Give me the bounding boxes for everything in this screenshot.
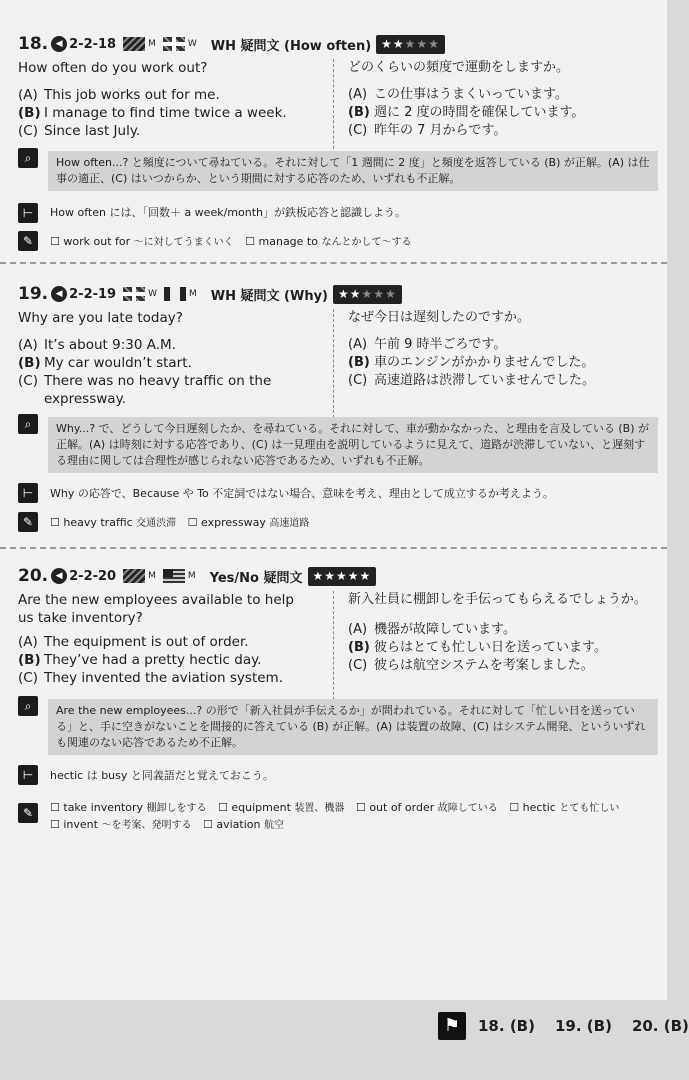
magnifier-icon: ⌕ <box>18 148 38 168</box>
tip-text: How often には、「回数＋ a week/month」が鉄板応答と認識しよう。 <box>50 206 406 219</box>
vocab-list <box>50 515 650 532</box>
option-a-jp: (A) 機器が故障しています。 <box>348 622 516 637</box>
vocab-item: ☐ heavy traffic 交通渋滞 <box>50 516 177 529</box>
question-text-jp: 新入社員に棚卸しを手伝ってもらえるでしょうか。 <box>348 592 647 607</box>
question-text: Are the new employees available to help us take inventory? <box>18 592 294 626</box>
speaker-gender: M <box>187 571 196 581</box>
vocab-item: ☐ out of order 故障している <box>355 801 498 814</box>
option-c: (C) They invented the aviation system. <box>18 670 283 686</box>
stars-empty: ★★★ <box>404 36 440 51</box>
option-b: (B) My car wouldn’t start. <box>18 355 192 371</box>
explanation-box: Are the new employees...? の形で「新入社員が手伝えるか」が問われている。それに対して「忙しい日を送っている」と、手に空きがないことを間接的に答えている (B) が正解。(A) は装置の故障、(C) はシステム開発、といういずれも関連のない応答であるため不正解。 <box>48 699 658 755</box>
us-flag-icon <box>163 569 185 583</box>
australia-flag-icon <box>123 569 145 583</box>
stars-empty: ★★★ <box>361 286 397 301</box>
australia-flag-icon <box>123 37 145 51</box>
section-divider <box>0 262 667 264</box>
vocab-list <box>50 800 650 834</box>
japanese-column <box>348 309 648 390</box>
difficulty-stars <box>333 285 402 304</box>
magnifier-icon: ⌕ <box>18 696 38 716</box>
japanese-column <box>348 591 648 675</box>
answer-key <box>438 1012 689 1040</box>
difficulty-stars <box>376 35 445 54</box>
english-column <box>18 59 318 140</box>
question-header <box>18 565 376 587</box>
vocab-item: ☐ expressway 高速道路 <box>187 516 310 529</box>
tip-text: Why の応答で、Because や To 不定詞ではない場合、意味を考え、理由として成立するか考えよう。 <box>50 487 554 500</box>
explanation-box: How often...? と頻度について尋ねている。それに対して「1 週間に 2 度」と頻度を返答している (B) が正解。(A) は仕事の適正、(C) はいつからか、という期間に対する応答のため、いずれも不正解。 <box>48 151 658 191</box>
option-b: (B) They’ve had a pretty hectic day. <box>18 652 262 668</box>
english-column <box>18 591 318 687</box>
option-c-jp: (C) 彼らは航空システムを考案しました。 <box>348 658 594 673</box>
option-c-jp: (C) 高速道路は渋滞していませんでした。 <box>348 373 596 388</box>
pencil-icon: ✎ <box>18 231 38 251</box>
option-a-jp: (A) 午前 9 時半ごろです。 <box>348 337 507 352</box>
vocab-item: ☐ hectic とても忙しい <box>509 801 620 814</box>
option-a: (A) It’s about 9:30 A.M. <box>18 337 176 353</box>
option-a: (A) This job works out for me. <box>18 87 220 103</box>
uk-flag-icon <box>163 37 185 51</box>
canada-flag-icon <box>164 287 186 301</box>
section-divider <box>0 547 667 549</box>
option-c: (C) Since last July. <box>18 123 141 139</box>
uk-flag-icon <box>123 287 145 301</box>
option-c-jp: (C) 昨年の 7 月からです。 <box>348 123 507 138</box>
pencil-icon: ✎ <box>18 512 38 532</box>
track-number: 2-2-20 <box>69 568 117 584</box>
column-divider <box>333 309 334 423</box>
option-a: (A) The equipment is out of order. <box>18 634 249 650</box>
question-number: 18. <box>18 34 49 54</box>
question-type: Yes/No 疑問文 <box>209 570 303 586</box>
audio-speaker-icon[interactable]: ◀ <box>51 568 67 584</box>
audio-speaker-icon[interactable]: ◀ <box>51 286 67 302</box>
speaker-gender: M <box>148 571 156 581</box>
audio-speaker-icon[interactable]: ◀ <box>51 36 67 52</box>
question-number: 20. <box>18 566 49 586</box>
option-b: (B) I manage to find time twice a week. <box>18 105 287 121</box>
question-text-jp: なぜ今日は遅刻したのですか。 <box>348 310 531 325</box>
vocab-item: ☐ manage to なんとかして〜する <box>245 235 412 248</box>
question-text: Why are you late today? <box>18 310 183 326</box>
track-number: 2-2-19 <box>69 286 117 302</box>
question-text: How often do you work out? <box>18 60 208 76</box>
japanese-column <box>348 59 648 140</box>
answer-item: 20. (B) <box>631 1017 689 1035</box>
option-b-jp: (B) 週に 2 度の時間を確保しています。 <box>348 105 585 120</box>
question-type: WH 疑問文 (How often) <box>210 38 372 54</box>
difficulty-stars <box>308 567 377 586</box>
explanation-box: Why...? で、どうして今日遅刻したか、を尋ねている。それに対して、車が動かなかった、と理由を言及している (B) が正解。(A) は時刻に対する応答であり、(C) は一見理由を説明しているように見えて、道路が渋滞していない、と遅刻する理由に関しては合理性が感じられない応答であるため、いずれも不正解。 <box>48 417 658 473</box>
vocab-item: ☐ take inventory 棚卸しをする <box>50 801 207 814</box>
option-a-jp: (A) この仕事はうまくいっています。 <box>348 87 568 102</box>
speaker-gender: W <box>187 39 197 49</box>
option-b-jp: (B) 彼らはとても忙しい日を送っています。 <box>348 640 607 655</box>
vocab-item: ☐ aviation 航空 <box>202 818 284 831</box>
question-header <box>18 33 445 55</box>
signpost-icon: ⊢ <box>18 765 38 785</box>
option-c: (C) There was no heavy traffic on the expressway. <box>18 373 272 407</box>
question-text-jp: どのくらいの頻度で運動をしますか。 <box>348 60 570 75</box>
question-type: WH 疑問文 (Why) <box>210 288 329 304</box>
stars-filled: ★★ <box>381 36 405 51</box>
english-column <box>18 309 318 408</box>
question-header <box>18 283 402 305</box>
speaker-gender: W <box>148 289 158 299</box>
vocab-item: ☐ equipment 装置、機器 <box>218 801 345 814</box>
track-number: 2-2-18 <box>69 36 117 52</box>
signpost-icon: ⊢ <box>18 203 38 223</box>
pencil-icon: ✎ <box>18 803 38 823</box>
stars-filled: ★★★★★ <box>312 568 372 583</box>
speaker-gender: M <box>189 289 197 299</box>
option-b-jp: (B) 車のエンジンがかかりませんでした。 <box>348 355 595 370</box>
stars-filled: ★★ <box>338 286 362 301</box>
vocab-list <box>50 234 650 251</box>
speaker-gender: M <box>148 39 156 49</box>
question-number: 19. <box>18 284 49 304</box>
tip-text: hectic は busy と同義語だと覚えておこう。 <box>50 769 274 782</box>
answer-item: 19. (B) <box>554 1017 612 1035</box>
flag-icon: ⚑ <box>438 1012 466 1040</box>
magnifier-icon: ⌕ <box>18 414 38 434</box>
signpost-icon: ⊢ <box>18 483 38 503</box>
column-divider <box>333 59 334 159</box>
column-divider <box>333 591 334 715</box>
vocab-item: ☐ work out for 〜に対してうまくいく <box>50 235 234 248</box>
answer-item: 18. (B) <box>478 1017 535 1035</box>
vocab-item: ☐ invent 〜を考案、発明する <box>50 818 192 831</box>
